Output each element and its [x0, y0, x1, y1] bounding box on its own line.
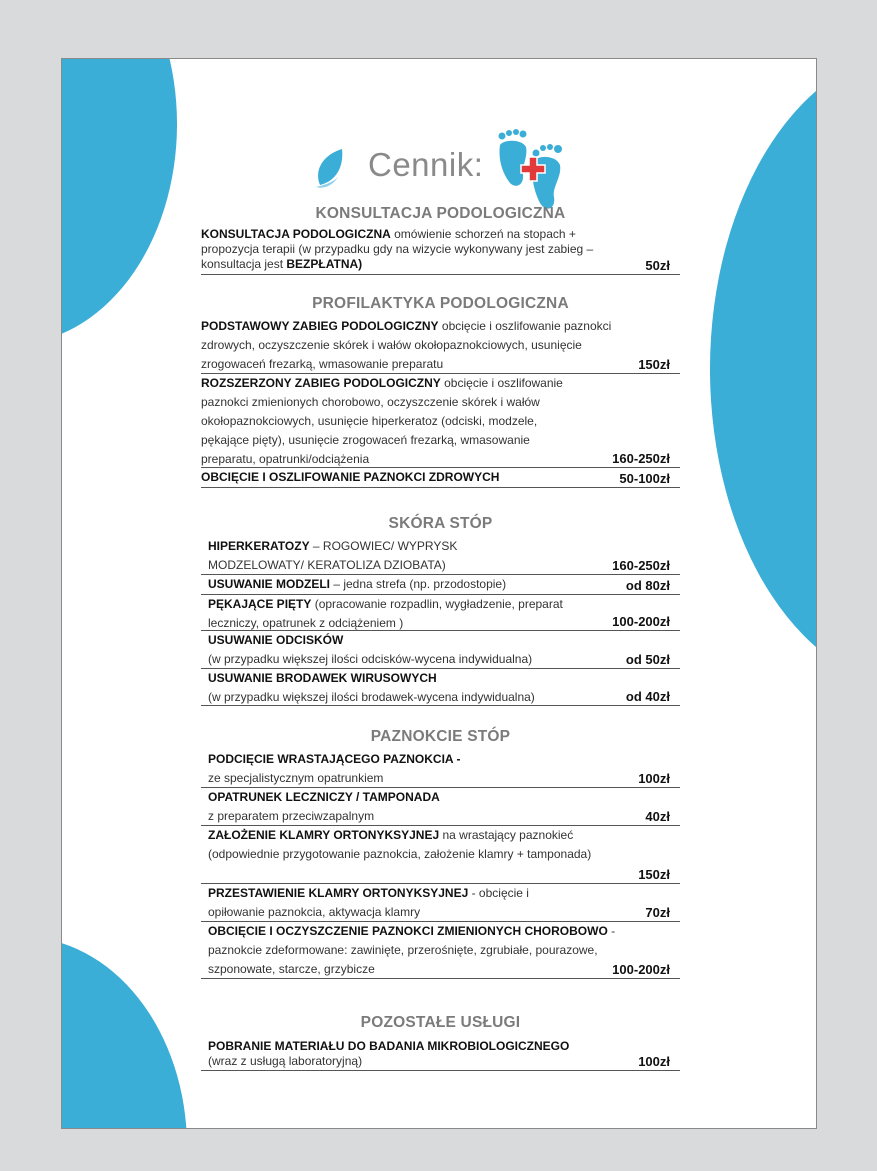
- section-title-nails: PAZNOKCIE STÓP: [370, 728, 511, 745]
- price-item: [201, 1039, 680, 1071]
- item-price: od 40zł: [625, 689, 670, 704]
- item-price: 40zł: [645, 809, 670, 824]
- item-description: (w przypadku większej ilości brodawek-wycena indywidualna): [208, 690, 535, 704]
- item-name: USUWANIE ODCISKÓW: [208, 633, 344, 647]
- item-description: z preparatem przeciwzapalnym: [208, 809, 375, 823]
- feet-with-cross-icon: [496, 129, 568, 217]
- item-note-bold: BEZPŁATNA): [286, 257, 363, 271]
- item-description: ze specjalistycznym opatrunkiem: [208, 771, 384, 785]
- item-description: na wrastający paznokieć (odpowiednie przygotowanie paznokcia, założenie klamry + tamponada): [208, 828, 592, 861]
- price-item: [201, 884, 680, 922]
- item-description: - obcięcie i opiłowanie paznokcia, aktywacja klamry: [208, 886, 529, 919]
- item-name: HIPERKERATOZY: [208, 539, 310, 553]
- price-item: [201, 227, 680, 275]
- leaf-logo-icon: [314, 147, 348, 189]
- price-item: [201, 826, 680, 884]
- item-description: obcięcie i oszlifowanie paznokci zdrowych, oczyszczenie skórek i wałów okołopaznokciowych, usunięcie zrogowaceń frezarką, wmasowanie preparatu: [201, 319, 612, 371]
- price-item: [201, 537, 680, 575]
- section-title-prophylaxis: PROFILAKTYKA PODOLOGICZNA: [312, 295, 569, 312]
- section-title-skin: SKÓRA STÓP: [388, 515, 493, 532]
- item-price: 100zł: [638, 1054, 670, 1069]
- item-price: 160-250zł: [612, 451, 670, 466]
- price-list-page: [61, 58, 817, 1129]
- price-item: [201, 595, 680, 631]
- item-price: 100zł: [638, 771, 670, 786]
- item-description: omówienie schorzeń na stopach + propozycja terapii (w przypadku gdy na wizycie wykonywany jest zabieg – konsultacja jest: [201, 227, 594, 271]
- item-description: (wraz z usługą laboratoryjną): [208, 1054, 363, 1068]
- header: [62, 97, 816, 197]
- item-price: 150zł: [638, 867, 670, 882]
- item-name: USUWANIE MODZELI: [208, 577, 330, 591]
- decorative-circle-bottom-left: [61, 937, 187, 1129]
- section-title-other: POZOSTAŁE USŁUGI: [360, 1014, 521, 1031]
- item-description: obcięcie i oszlifowanie paznokci zmienionych chorobowo, oczyszczenie skórek i wałów okołopaznokciowych, usunięcie hiperkeratoz (odciski, modzele, pękające pięty), usunięcie zrogowaceń frezarką, wmasowanie preparatu, opatrunki/odciążenia: [201, 376, 563, 466]
- price-item: [201, 374, 680, 468]
- item-name: OPATRUNEK LECZNICZY / TAMPONADA: [208, 790, 440, 804]
- item-name: USUWANIE BRODAWEK WIRUSOWYCH: [208, 671, 437, 685]
- item-description: (w przypadku większej ilości odcisków-wycena indywidualna): [208, 652, 533, 666]
- price-item: [201, 669, 680, 706]
- price-item: [201, 631, 680, 669]
- item-name: OBCIĘCIE I OCZYSZCZENIE PAZNOKCI ZMIENIONYCH CHOROBOWO: [208, 924, 608, 938]
- item-price: 50-100zł: [619, 471, 670, 486]
- item-price: 100-200zł: [612, 614, 670, 629]
- item-description: – ROGOWIEC/ WYPRYSK MODZELOWATY/ KERATOLIZA DZIOBATA): [208, 539, 458, 572]
- price-item: [201, 575, 680, 595]
- price-item: [201, 750, 680, 788]
- item-name: PĘKAJĄCE PIĘTY: [208, 597, 312, 611]
- item-name: PODSTAWOWY ZABIEG PODOLOGICZNY: [201, 319, 439, 333]
- price-item: [201, 317, 680, 374]
- item-name: KONSULTACJA PODOLOGICZNA: [201, 227, 391, 241]
- price-item: [201, 922, 680, 979]
- item-price: 160-250zł: [612, 558, 670, 573]
- item-description: – jedna strefa (np. przodostopie): [330, 577, 507, 591]
- item-name: PRZESTAWIENIE KLAMRY ORTONYKSYJNEJ: [208, 886, 469, 900]
- item-price: 50zł: [645, 258, 670, 273]
- page-title: Cennik:: [368, 146, 484, 183]
- item-price: od 50zł: [625, 652, 670, 667]
- item-name: POBRANIE MATERIAŁU DO BADANIA MIKROBIOLOGICZNEGO: [208, 1039, 570, 1053]
- section-title-consultation: KONSULTACJA PODOLOGICZNA: [315, 205, 566, 222]
- item-name: ROZSZERZONY ZABIEG PODOLOGICZNY: [201, 376, 441, 390]
- item-price: 70zł: [645, 905, 670, 920]
- item-name: ZAŁOŻENIE KLAMRY ORTONYKSYJNEJ: [208, 828, 440, 842]
- item-price: 100-200zł: [612, 962, 670, 977]
- item-price: 150zł: [638, 357, 670, 372]
- item-description: (opracowanie rozpadlin, wygładzenie, preparat leczniczy, opatrunek z odciążeniem ): [208, 597, 563, 630]
- price-item: [201, 468, 680, 488]
- item-description: - paznokcie zdeformowane: zawinięte, przerośnięte, zgrubiałe, pourazowe, szponowate, starcze, grzybicze: [208, 924, 616, 976]
- item-name: PODCIĘCIE WRASTAJĄCEGO PAZNOKCIA -: [208, 752, 461, 766]
- item-price: od 80zł: [625, 578, 670, 593]
- price-item: [201, 788, 680, 826]
- item-name: OBCIĘCIE I OSZLIFOWANIE PAZNOKCI ZDROWYCH: [201, 470, 500, 484]
